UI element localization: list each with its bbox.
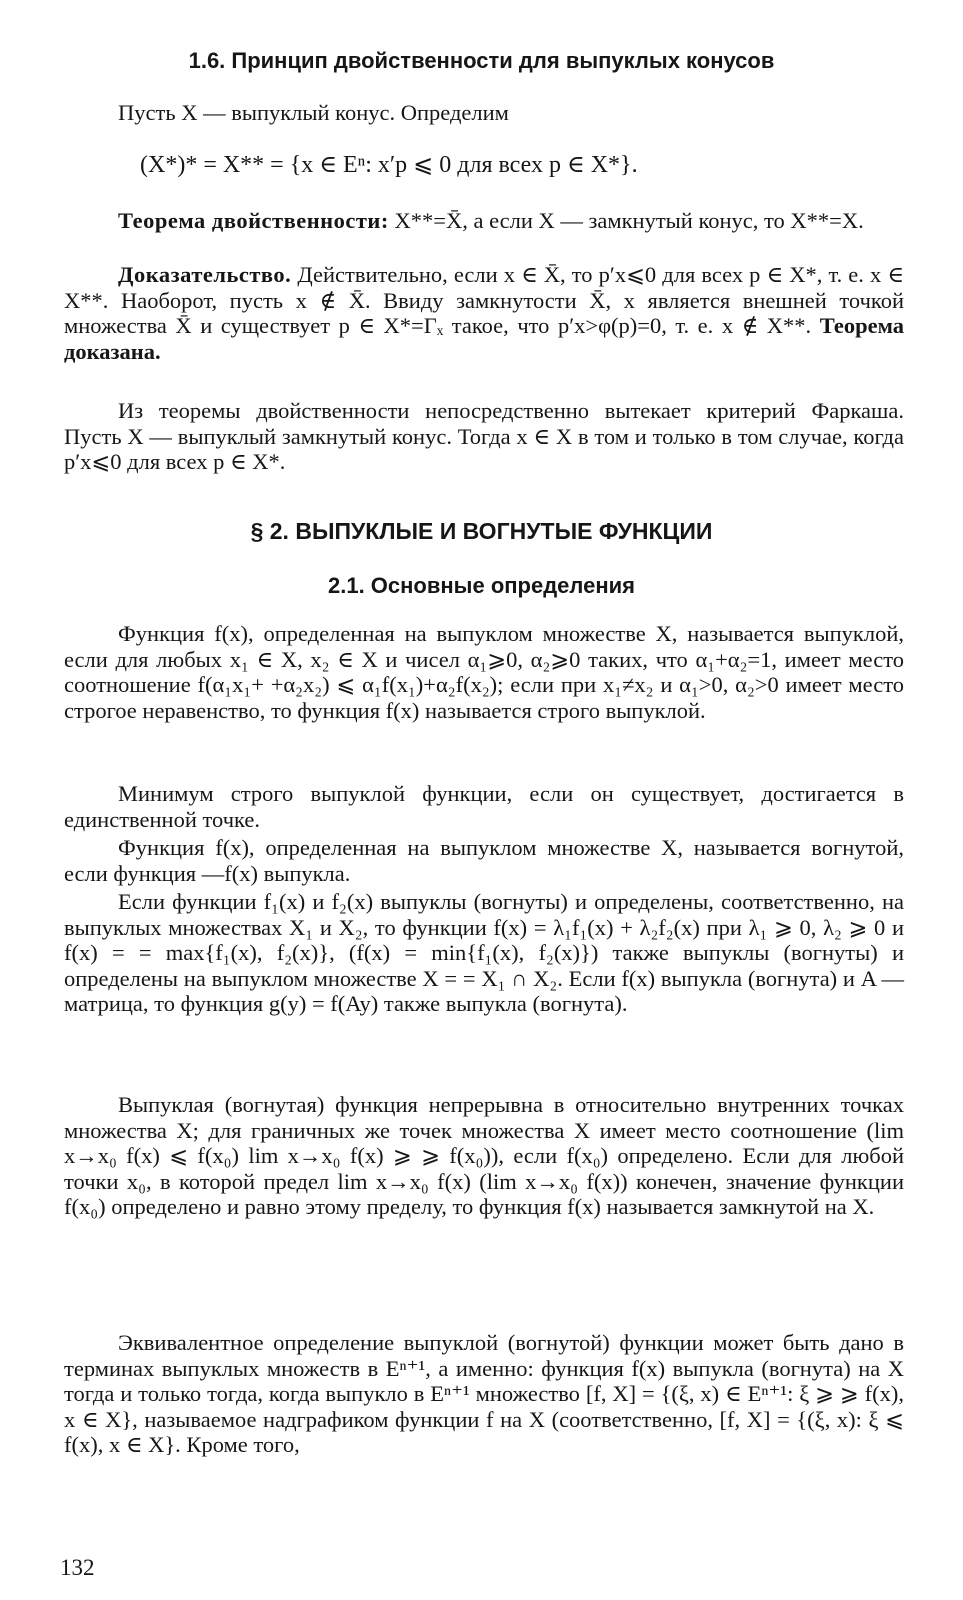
- epigraph-paragraph: Эквивалентное определение выпуклой (вогнутой) функции может быть дано в терминах выпуклых множеств в Eⁿ⁺¹, а именно: функция f(x) выпукла (вогнута) на X тогда и только тогда, когда выпукло в Eⁿ⁺¹ множество [f, X] = {(ξ, x) ∈ Eⁿ⁺¹: ξ ⩾ ⩾ f(x), x ∈ X}, называемое надграфиком функции f на X (соответственно, [f, X] = {(ξ, x): ξ ⩽ f(x), x ∈ X}. Кроме того,: [64, 1330, 904, 1458]
- proof-end: Теорема доказана.: [64, 313, 904, 364]
- convex-function-definition: Функция f(x), определенная на выпуклом множестве X, называется выпуклой, если для любых x₁ ∈ X, x₂ ∈ X и чисел α₁⩾0, α₂⩾0 таких, что α₁+α₂=1, имеет место соотношение f(α₁x₁+ +α₂x₂) ⩽ α₁f(x₁)+α₂f(x₂); если при x₁≠x₂ и α₁>0, α₂>0 имеет место строгое неравенство, то функция f(x) называется строго выпуклой.: [64, 621, 904, 723]
- section-2-1-heading: 2.1. Основные определения: [327, 573, 635, 598]
- strict-minimum-paragraph: Минимум строго выпуклой функции, если он существует, достигается в единственной точке.: [64, 781, 904, 832]
- section-1-6-intro: Пусть X — выпуклый конус. Определим: [118, 100, 509, 125]
- page-number: 132: [60, 1555, 95, 1580]
- duality-theorem: [64, 208, 904, 234]
- proof-text: Действительно, если x ∈ X̄, то p′x⩽0 для всех p ∈ X*, т. е. x ∈ X**. Наоборот, пусть x ∉ X̄. Ввиду замкнутости X̄, x является внешней точкой множества X̄ и существует p ∈ X*=Γₓ такое, что p′x>φ(p)=0, т. е. x ∉ X**.: [64, 262, 905, 339]
- section-1-6-heading: 1.6. Принцип двойственности для выпуклых конусов: [188, 48, 775, 73]
- operations-paragraph: Если функции f₁(x) и f₂(x) выпуклы (вогнуты) и определены, соответственно, на выпуклых множествах X₁ и X₂, то функции f(x) = λ₁f₁(x) + λ₂f₂(x) при λ₁ ⩾ 0, λ₂ ⩾ 0 и f(x) = = max{f₁(x), f₂(x)}, (f(x) = min{f₁(x), f₂(x)}) также выпуклы (вогнуты) и определены на выпуклом множестве X = = X₁ ∩ X₂. Если f(x) выпукла (вогнута) и A — матрица, то функция g(y) = f(Ay) также выпукла (вогнута).: [64, 889, 904, 1017]
- dual-cone-formula: (X*)* = X** = {x ∈ Eⁿ: x′p ⩽ 0 для всех p ∈ X*}.: [140, 152, 638, 178]
- theorem-label: Теорема двойственности:: [118, 208, 389, 233]
- farkas-paragraph: Из теоремы двойственности непосредственно вытекает критерий Фаркаша. Пусть X — выпуклый замкнутый конус. Тогда x ∈ X в том и только в том случае, когда p′x⩽0 для всех p ∈ X*.: [64, 398, 904, 475]
- continuity-paragraph: Выпуклая (вогнутая) функция непрерывна в относительно внутренних точках множества X; для граничных же точек множества X имеет место соотношение (lim x→x₀ f(x) ⩽ f(x₀) lim x→x₀ f(x) ⩾ ⩾ f(x₀)), если f(x₀) определено. Если для любой точки x₀, в которой предел lim x→x₀ f(x) (lim x→x₀ f(x)) конечен, значение функции f(x₀) определено и равно этому пределу, то функция f(x) называется замкнутой на X.: [64, 1092, 904, 1220]
- theorem-text: X**=X̄, а если X — замкнутый конус, то X**=X.: [394, 208, 864, 233]
- concave-definition: Функция f(x), определенная на выпуклом множестве X, называется вогнутой, если функция —f(x) выпукла.: [64, 835, 904, 886]
- proof-paragraph: [64, 262, 904, 364]
- proof-label: Доказательство.: [118, 262, 292, 287]
- chapter-heading: § 2. ВЫПУКЛЫЕ И ВОГНУТЫЕ ФУНКЦИИ: [250, 518, 713, 544]
